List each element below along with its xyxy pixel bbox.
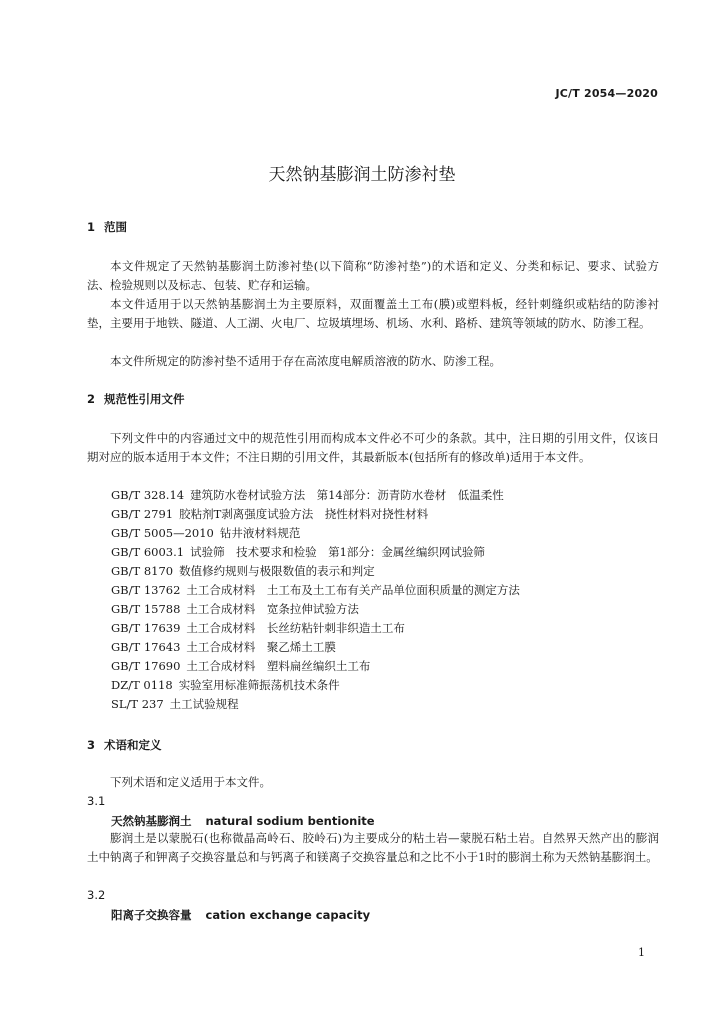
term-name-zh: 天然钠基膨润土 (111, 814, 192, 828)
document-title: 天然钠基膨润土防渗衬垫 (268, 165, 456, 185)
reference-title: 试验筛 技术要求和检验 第1部分：金属丝编织网试验筛 (190, 545, 485, 559)
reference-title: 数值修约规则与极限数值的表示和判定 (179, 564, 375, 578)
reference-item (111, 620, 405, 636)
section-heading-references (87, 391, 185, 407)
scope-paragraph-3: 本文件所规定的防渗衬垫不适用于存在高浓度电解质溶液的防水、防渗工程。 (110, 354, 501, 368)
reference-title: 土工合成材料 土工布及土工布有关产品单位面积质量的测定方法 (186, 583, 520, 597)
reference-item (111, 525, 300, 541)
reference-code: SL/T 237 (111, 697, 164, 711)
reference-code: GB/T 6003.1 (111, 545, 185, 559)
term-name-en: natural sodium bentionite (205, 814, 375, 828)
reference-code: GB/T 2791 (111, 507, 174, 521)
standard-number: JC/T 2054—2020 (555, 87, 658, 100)
term-number: 3.2 (87, 888, 106, 902)
scope-paragraph-1: 本文件规定了天然钠基膨润土防渗衬垫(以下简称“防渗衬垫”)的术语和定义、分类和标记、要求、试验方法、检验规则以及标志、包装、贮存和运输。 (87, 259, 659, 293)
section-title: 规范性引用文件 (104, 392, 185, 406)
reference-code: GB/T 328.14 (111, 488, 185, 502)
reference-code: GB/T 5005—2010 (111, 526, 214, 540)
reference-code: GB/T 15788 (111, 602, 181, 616)
section-number: 2 (87, 392, 96, 406)
reference-item (111, 544, 485, 560)
reference-title: 土工合成材料 聚乙烯土工膜 (186, 640, 336, 654)
reference-title: 钻井液材料规范 (219, 526, 301, 540)
reference-title: 实验室用标准筛振荡机技术条件 (178, 678, 340, 692)
reference-item (111, 506, 428, 522)
section-title: 范围 (104, 220, 127, 234)
reference-title: 土工合成材料 宽条拉伸试验方法 (186, 602, 359, 616)
reference-item (111, 696, 239, 712)
reference-item (111, 582, 520, 598)
scope-paragraph-2: 本文件适用于以天然钠基膨润土为主要原料，双面覆盖土工布(膜)或塑料板，经针刺缝织或粘结的防渗衬垫，主要用于地铁、隧道、人工湖、火电厂、垃圾填埋场、机场、水利、路桥、建筑等领域的防水、防渗工程。 (87, 297, 659, 331)
term-name-en: cation exchange capacity (205, 908, 371, 922)
section-heading-scope (87, 219, 127, 235)
reference-title: 建筑防水卷材试验方法 第14部分：沥青防水卷材 低温柔性 (190, 488, 504, 502)
reference-code: GB/T 17639 (111, 621, 181, 635)
terms-intro: 下列术语和定义适用于本文件。 (110, 775, 271, 789)
section-title: 术语和定义 (104, 738, 162, 752)
term-name (111, 907, 370, 923)
section-number: 1 (87, 220, 96, 234)
reference-code: GB/T 17643 (111, 640, 181, 654)
term-number: 3.1 (87, 794, 106, 808)
reference-title: 土工试验规程 (169, 697, 239, 711)
reference-title: 土工合成材料 长丝纺粘针刺非织造土工布 (186, 621, 405, 635)
references-intro: 下列文件中的内容通过文中的规范性引用而构成本文件必不可少的条款。其中，注日期的引用文件，仅该日期对应的版本适用于本文件；不注日期的引用文件，其最新版本(包括所有的修改单)适用于本文件。 (87, 431, 659, 465)
term-definition: 膨润土是以蒙脱石(也称微晶高岭石、胶岭石)为主要成分的粘土岩—蒙脱石粘土岩。自然界天然产出的膨润土中钠离子和钾离子交换容量总和与钙离子和镁离子交换容量总和之比不小于1时的膨润土称为天然钠基膨润土。 (87, 831, 659, 865)
reference-item (111, 658, 370, 674)
reference-code: GB/T 13762 (111, 583, 181, 597)
reference-item (111, 563, 375, 579)
reference-item (111, 677, 340, 693)
reference-title: 土工合成材料 塑料扁丝编织土工布 (186, 659, 371, 673)
section-heading-terms (87, 737, 162, 753)
reference-item (111, 487, 504, 503)
term-name (111, 813, 375, 829)
reference-code: DZ/T 0118 (111, 678, 173, 692)
page-number: 1 (638, 946, 645, 959)
reference-title: 胶粘剂T剥离强度试验方法 挠性材料对挠性材料 (179, 507, 429, 521)
section-number: 3 (87, 738, 96, 752)
reference-code: GB/T 17690 (111, 659, 181, 673)
term-name-zh: 阳离子交换容量 (111, 908, 192, 922)
reference-code: GB/T 8170 (111, 564, 174, 578)
reference-item (111, 601, 359, 617)
reference-item (111, 639, 336, 655)
